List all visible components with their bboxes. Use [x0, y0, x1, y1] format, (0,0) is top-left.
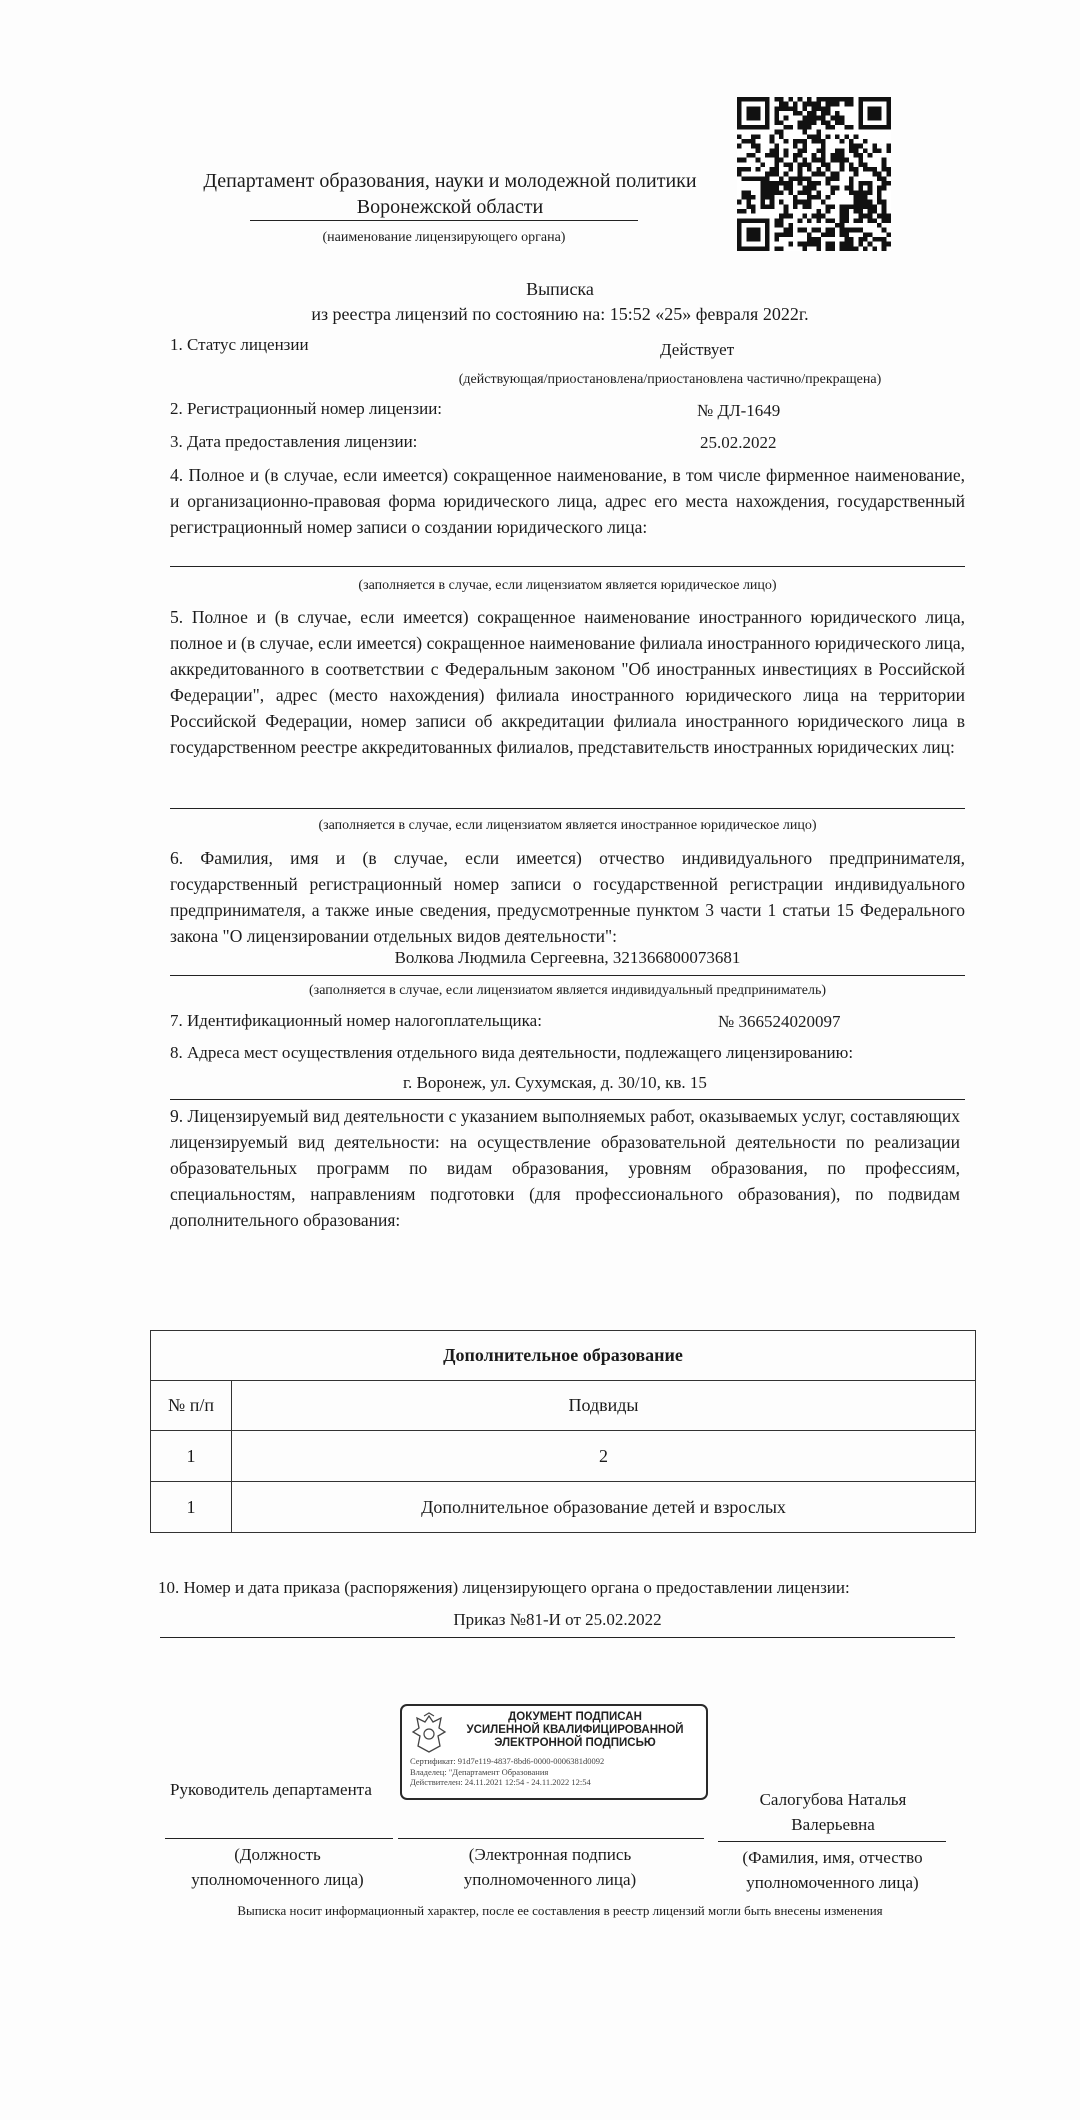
authority-caption: (наименование лицензирующего органа) — [322, 230, 566, 245]
inn-value: № 366524020097 — [718, 1012, 841, 1031]
item-9-text: 9. Лицензируемый вид деятельности с указанием выполняемых работ, оказываемых услуг, составляющих лицензируемый вид деятельности: на осуществление образовательной деятельности по реализации образовательных программ по видам образования, уровням образования, по профессиям, специальностям, направлениям подготовки (для профессионального образования), по подвидам дополнительного образования: — [170, 1106, 960, 1230]
table-header-num: № п/п — [151, 1381, 232, 1431]
authority-name-line1: Департамент образования, науки и молодежной политики — [203, 170, 697, 192]
table-row — [151, 1482, 976, 1533]
document-subtitle: из реестра лицензий по состоянию на: 15:52 «25» февраля 2022г. — [311, 304, 809, 324]
stamp-line3: ЭЛЕКТРОННОЙ ПОДПИСЬЮ — [494, 1737, 656, 1749]
signature-caption-line2: уполномоченного лица) — [463, 1870, 637, 1889]
item-5-caption: (заполняется в случае, если лицензиатом является иностранное юридическое лицо) — [318, 818, 817, 833]
footer-note: Выписка носит информационный характер, после ее составления в реестр лицензий могли быть внесены изменения — [237, 1903, 883, 1918]
status-label: 1. Статус лицензии — [170, 335, 309, 354]
status-value: Действует — [660, 340, 735, 359]
order-label: 10. Номер и дата приказа (распоряжения) лицензирующего органа о предоставлении лицензии: — [158, 1578, 850, 1597]
signatory-name-line2: Валерьевна — [791, 1815, 875, 1834]
grant-date-value: 25.02.2022 — [700, 433, 777, 452]
stamp-validity: Действителен: 24.11.2021 12:54 - 24.11.2022 12:54 — [410, 1777, 591, 1787]
table-cell-num: 1 — [151, 1482, 232, 1533]
authority-name-line2: Воронежской области — [356, 196, 544, 218]
address-value: г. Воронеж, ул. Сухумская, д. 30/10, кв. 15 — [403, 1073, 707, 1092]
item-4-underline — [170, 566, 965, 567]
position-caption-line1: (Должность — [234, 1845, 321, 1864]
table-cell-value: 2 — [232, 1431, 976, 1482]
name-caption — [715, 1845, 950, 1895]
item-5-underline — [170, 808, 965, 809]
signature-underline — [398, 1838, 704, 1839]
entrepreneur-name: Волкова Людмила Сергеевна, 321366800073681 — [394, 948, 741, 967]
stamp-line1: ДОКУМЕНТ ПОДПИСАН — [508, 1711, 642, 1723]
stamp-line2: УСИЛЕННОЙ КВАЛИФИЦИРОВАННОЙ — [466, 1724, 684, 1736]
licensing-authority — [160, 168, 740, 220]
signature-caption — [420, 1842, 680, 1892]
signatory-name-line1: Салогубова Наталья — [759, 1790, 907, 1809]
table-row — [151, 1431, 976, 1482]
table-cell-value: Дополнительное образование детей и взрослых — [232, 1482, 976, 1533]
order-underline — [160, 1637, 955, 1638]
address-label: 8. Адреса мест осуществления отдельного вида деятельности, подлежащего лицензированию: — [170, 1043, 854, 1062]
reg-number-value: № ДЛ-1649 — [697, 401, 781, 420]
qr-code — [737, 97, 891, 251]
coat-of-arms-icon — [410, 1712, 448, 1756]
item-6-text: 6. Фамилия, имя и (в случае, если имеется) отчество индивидуального предпринимателя, государственный регистрационный номер записи о государственной регистрации индивидуального предпринимателя, а также иные сведения, предусмотренные пунктом 3 части 1 статьи 15 Федерального закона "О лицензировании отдельных видов деятельности": — [170, 848, 965, 946]
signatory-position: Руководитель департамента — [170, 1780, 372, 1799]
item-4-caption: (заполняется в случае, если лицензиатом является юридическое лицо) — [358, 578, 777, 593]
stamp-certificate: Сертификат: 91d7e119-4837-8bd6-0000-0006381d0092 — [410, 1756, 605, 1766]
subtypes-table — [150, 1330, 976, 1532]
name-caption-line1: (Фамилия, имя, отчество — [742, 1848, 923, 1867]
signatory-name — [728, 1787, 938, 1837]
name-caption-line2: уполномоченного лица) — [746, 1873, 919, 1892]
item-6-underline — [170, 975, 965, 976]
electronic-signature-stamp — [400, 1704, 708, 1800]
item-4-text: 4. Полное и (в случае, если имеется) сокращенное наименование, в том числе фирменное наименование, и организационно-правовая форма юридического лица, адрес его места нахождения, государственный регистрационный номер записи о создании юридического лица: — [170, 465, 965, 537]
stamp-owner: Владелец: "Департамент Образования — [410, 1766, 549, 1777]
signature-caption-line1: (Электронная подпись — [468, 1845, 632, 1864]
table-title: Дополнительное образование — [151, 1331, 976, 1381]
table-header-subtypes: Подвиды — [232, 1381, 976, 1431]
position-underline — [165, 1838, 393, 1839]
grant-date-label: 3. Дата предоставления лицензии: — [170, 432, 418, 451]
position-caption-line2: уполномоченного лица) — [191, 1870, 364, 1889]
name-underline — [718, 1841, 946, 1842]
status-caption: (действующая/приостановлена/приостановлена частично/прекращена) — [458, 372, 882, 387]
document-title: Выписка — [526, 279, 594, 299]
order-value: Приказ №81-И от 25.02.2022 — [453, 1610, 662, 1629]
position-caption — [160, 1842, 395, 1892]
inn-label: 7. Идентификационный номер налогоплательщика: — [170, 1011, 542, 1030]
reg-number-label: 2. Регистрационный номер лицензии: — [170, 399, 443, 418]
authority-underline — [250, 220, 638, 221]
item-6-caption: (заполняется в случае, если лицензиатом является индивидуальный предприниматель) — [309, 983, 826, 998]
address-underline — [170, 1099, 965, 1100]
item-5-text: 5. Полное и (в случае, если имеется) сокращенное наименование иностранного юридического лица, полное и (в случае, если имеется) сокращенное наименование филиала иностранного юридического лица, аккредитованного в соответствии с Федеральным законом "Об иностранных инвестициях в Российской Федерации", адрес (место нахождения) филиала иностранного юридического лица на территории Российской Федерации, номер записи об аккредитации филиала иностранного юридического лица в государственном реестре аккредитованных филиалов, представительств иностранных юридических лиц: — [170, 607, 965, 757]
table-cell-num: 1 — [151, 1431, 232, 1482]
